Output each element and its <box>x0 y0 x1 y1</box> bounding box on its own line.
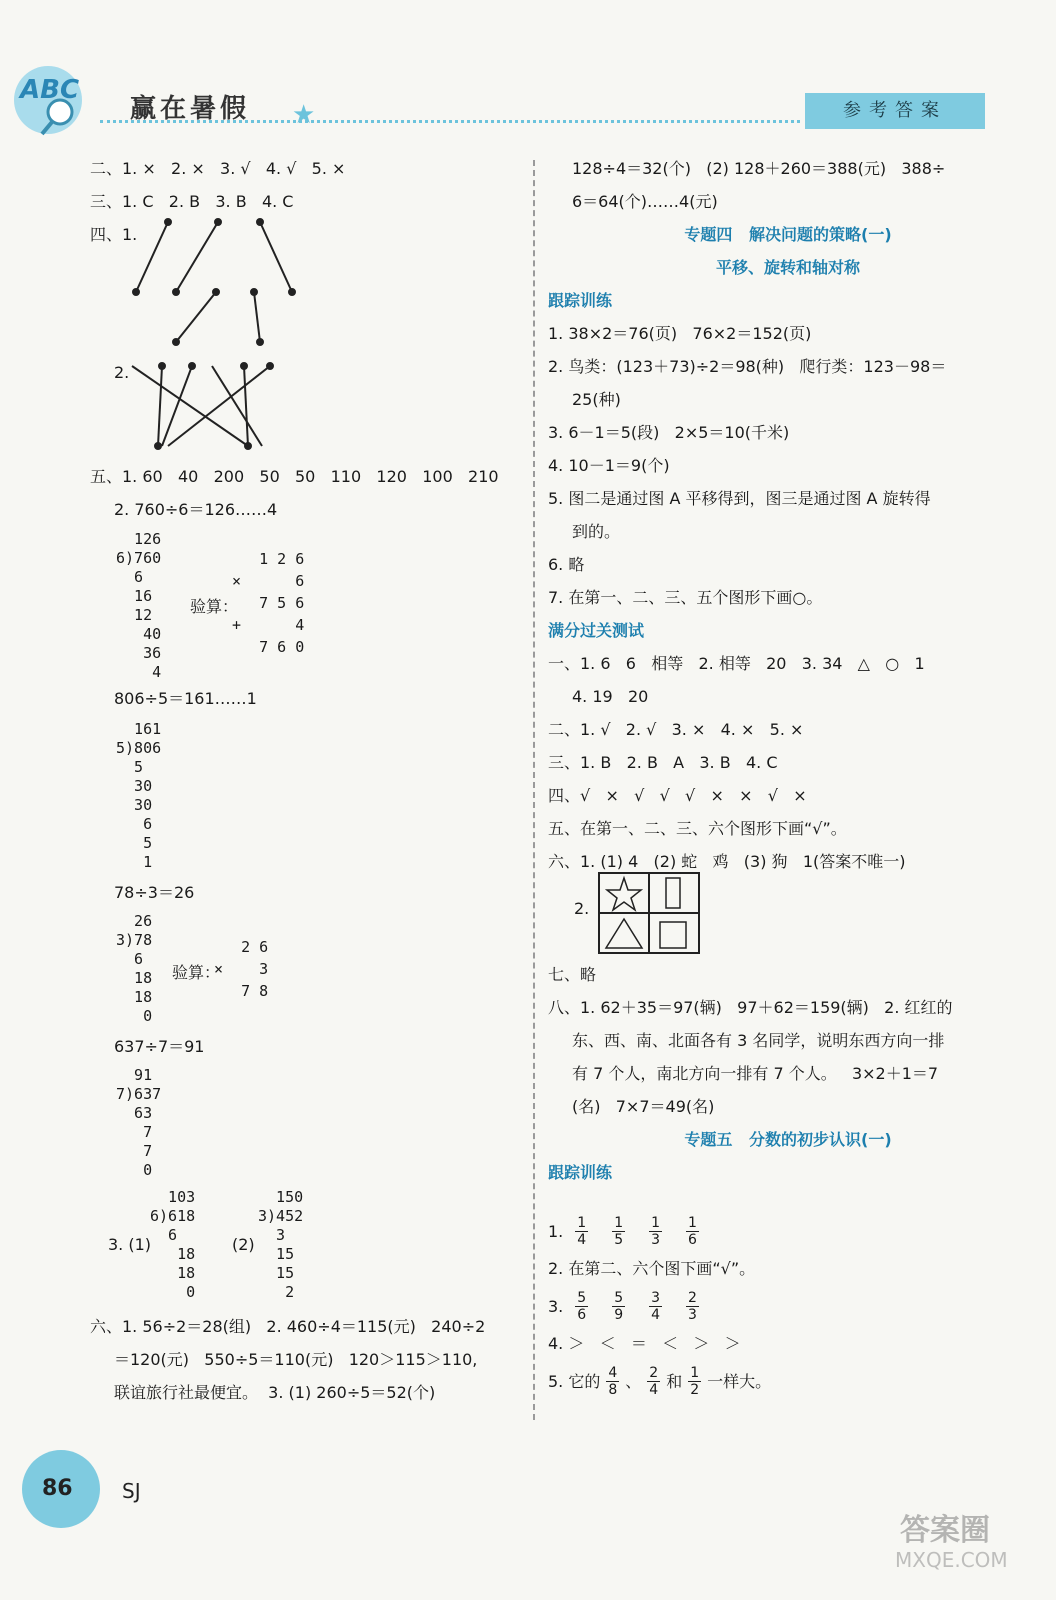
answer-line: 4. 10－1＝9(个) <box>548 456 670 475</box>
check-multiplication-2: 2 6 × 3 7 8 <box>214 938 269 1000</box>
left-q2-label <box>114 356 129 389</box>
answer-row-3 <box>548 1285 1028 1327</box>
answer-line: 五、1. 60 40 200 50 50 110 120 100 210 <box>90 467 499 486</box>
star-icon: ★ <box>292 100 316 130</box>
denominator: 3 <box>688 1307 697 1323</box>
answer-label: 3. <box>548 1296 564 1316</box>
watermark: 答案圈 <box>900 1513 990 1548</box>
answer-line: 6＝64(个)……4(元) <box>572 192 718 211</box>
column-divider <box>533 160 535 1420</box>
answer-line: ＝120(元) 550÷5＝110(元) 120＞115＞110, <box>114 1350 478 1369</box>
long-division-5: 103 6)618 6 18 18 0 <box>150 1188 196 1301</box>
fraction <box>686 1290 699 1323</box>
left-col-2 <box>90 460 520 526</box>
section-heading: 满分过关测试 <box>548 621 645 640</box>
fraction <box>649 1215 662 1248</box>
answer-line: 25(种) <box>572 390 621 409</box>
left-line-637 <box>114 1030 205 1063</box>
fraction <box>606 1365 619 1398</box>
check-label-2 <box>172 956 220 989</box>
denominator: 4 <box>577 1232 587 1248</box>
page-number: 86 <box>42 1476 73 1501</box>
answer-line: 7. 在第一、二、三、五个图形下画○。 <box>548 588 823 607</box>
answer-line: 二、1. × 2. × 3. √ 4. √ 5. × <box>90 159 346 178</box>
answer-line: 联谊旅行社最便宜。 3. (1) 260÷5＝52(个) <box>114 1383 436 1402</box>
denominator: 5 <box>614 1232 624 1248</box>
numerator: 1 <box>577 1215 587 1231</box>
long-division-3: 26 3)78 6 18 18 0 <box>116 912 153 1025</box>
fraction <box>686 1215 699 1248</box>
brand-title: 赢在暑假 <box>130 94 251 124</box>
long-division-6: 150 3)452 3 15 15 2 <box>258 1188 304 1301</box>
answer-line: 806÷5＝161……1 <box>114 689 257 708</box>
denominator: 3 <box>651 1232 661 1248</box>
answer-line: 637÷7＝91 <box>114 1037 205 1056</box>
answer-line: 八、1. 62＋35＝97(辆) 97＋62＝159(辆) 2. 红红的 <box>548 998 953 1017</box>
answer-line: 六、1. 56÷2＝28(组) 2. 460÷4＝115(元) 240÷2 <box>90 1317 486 1336</box>
check-label-text: 验算： <box>190 597 239 616</box>
topic-heading: 专题四 解决问题的策略(一) <box>684 225 892 244</box>
check-multiplication-1: 1 2 6 × 6 7 5 6 + 4 7 6 0 <box>232 550 305 656</box>
answer-line: 六、1. (1) 4 (2) 蛇 鸡 (3) 狗 1(答案不唯一) <box>548 852 906 871</box>
fraction <box>641 1364 666 1398</box>
check-label <box>190 590 238 623</box>
numerator: 1 <box>614 1215 624 1231</box>
answer-row-5 <box>548 1360 1028 1402</box>
answer-line: 三、1. B 2. B A 3. B 4. C <box>548 753 778 772</box>
answer-line: 2. 鸟类：(123＋73)÷2＝98(种) 爬行类：123－98＝ <box>548 357 947 376</box>
fraction-group <box>563 1214 711 1248</box>
answer-line: 3. 6－1＝5(段) 2×5＝10(千米) <box>548 423 790 442</box>
answer-line: 4. 19 20 <box>572 687 649 706</box>
long-division-4: 91 7)637 63 7 7 0 <box>116 1066 162 1179</box>
numerator: 1 <box>688 1215 697 1231</box>
answer-line: 5. 图二是通过图 A 平移得到，图三是通过图 A 旋转得 <box>548 489 931 508</box>
topic-subheading: 平移、旋转和轴对称 <box>715 258 860 277</box>
numerator: 5 <box>614 1290 624 1306</box>
answer-line: 6. 略 <box>548 555 585 574</box>
fraction-answers <box>548 1210 1028 1402</box>
edition-code: SJ <box>122 1479 141 1503</box>
fraction <box>600 1364 625 1398</box>
denominator: 2 <box>690 1382 700 1398</box>
answer-line: 到的。 <box>572 522 621 541</box>
section-heading: 跟踪训练 <box>548 291 613 310</box>
numerator: 1 <box>651 1215 661 1231</box>
separator: 、 <box>625 1371 642 1391</box>
matching-diagram <box>120 210 320 460</box>
fraction <box>612 1215 625 1248</box>
answer-row-1 <box>548 1210 1028 1252</box>
denominator: 8 <box>608 1382 618 1398</box>
answer-line: 一、1. 6 6 相等 2. 相等 20 3. 34 △ ○ 1 <box>548 654 925 673</box>
numerator: 1 <box>690 1365 700 1381</box>
denominator: 9 <box>614 1307 624 1323</box>
long-division-1: 126 6)760 6 16 12 40 36 4 <box>116 530 162 681</box>
denominator: 4 <box>651 1307 661 1323</box>
fraction <box>575 1215 588 1248</box>
answer-line: 五、在第一、二、三、六个图形下画“√”。 <box>548 819 847 838</box>
left-q3-label <box>108 1228 151 1261</box>
left-q3-label-2 <box>232 1228 255 1261</box>
answer-line: 四、√ × √ √ √ × × √ × <box>548 786 807 805</box>
check-label-text: 验算： <box>172 963 221 982</box>
topic-heading: 专题五 分数的初步认识(一) <box>684 1130 892 1149</box>
header-dotted-line <box>100 120 800 123</box>
answer-line: 东、西、南、北面各有 3 名同学，说明东西方向一排 <box>572 1031 945 1050</box>
answer-label: 1. <box>548 1221 564 1241</box>
left-line-78 <box>114 876 194 909</box>
denominator: 6 <box>577 1307 587 1323</box>
answer-line: 2. <box>114 363 130 382</box>
fraction <box>649 1290 662 1323</box>
fraction <box>647 1365 660 1398</box>
answer-line: 78÷3＝26 <box>114 883 195 902</box>
fraction <box>575 1290 588 1323</box>
watermark-url: MXQE.COM <box>895 1548 1008 1572</box>
answer-line: 有 7 个人，南北方向一排有 7 个人。 3×2＋1＝7 <box>572 1064 939 1083</box>
answer-label: 5. 它的 <box>548 1371 601 1391</box>
conjunction: 和 <box>666 1371 683 1391</box>
answer-line: (2) <box>232 1235 255 1254</box>
left-line-806 <box>114 682 257 715</box>
denominator: 6 <box>688 1232 697 1248</box>
fraction <box>688 1365 701 1398</box>
answer-line: 2. 在第二、六个图下画“√”。 <box>548 1259 756 1278</box>
fraction <box>612 1290 625 1323</box>
numerator: 3 <box>651 1290 661 1306</box>
numerator: 5 <box>577 1290 587 1306</box>
right-col-2 <box>548 958 1028 1189</box>
fraction <box>682 1364 707 1398</box>
right-q2-label <box>574 892 589 925</box>
answer-line: 2. <box>574 899 590 918</box>
answer-line: 3. (1) <box>108 1235 152 1254</box>
answer-line: 七、略 <box>548 965 597 984</box>
answer-line: 二、1. √ 2. √ 3. × 4. × 5. × <box>548 720 804 739</box>
fraction-group <box>563 1289 711 1323</box>
section-heading: 跟踪训练 <box>548 1163 613 1182</box>
left-col-3 <box>90 1310 530 1409</box>
numerator: 4 <box>608 1365 618 1381</box>
answer-line: 1. 38×2＝76(页) 76×2＝152(页) <box>548 324 812 343</box>
answer-line: 四、1. <box>90 225 138 244</box>
section-tag: 参考答案 <box>805 93 985 129</box>
long-division-2: 161 5)806 5 30 30 6 5 1 <box>116 720 162 871</box>
answer-line: 三、1. C 2. B 3. B 4. C <box>90 192 294 211</box>
answer-line: (名) 7×7＝49(名) <box>572 1097 715 1116</box>
logo-text: ABC <box>20 75 80 105</box>
answer-line: 2. 760÷6＝126……4 <box>114 500 278 519</box>
answer-line: 128÷4＝32(个) (2) 128＋260＝388(元) 388÷ <box>572 159 946 178</box>
numerator: 2 <box>688 1290 697 1306</box>
shape-grid-figure <box>598 872 702 956</box>
answer-line: 4. ＞ ＜ ＝ ＜ ＞ ＞ <box>548 1334 741 1353</box>
denominator: 4 <box>649 1382 659 1398</box>
numerator: 2 <box>649 1365 659 1381</box>
answer-tail: 一样大。 <box>707 1371 772 1391</box>
right-column <box>548 152 1028 878</box>
